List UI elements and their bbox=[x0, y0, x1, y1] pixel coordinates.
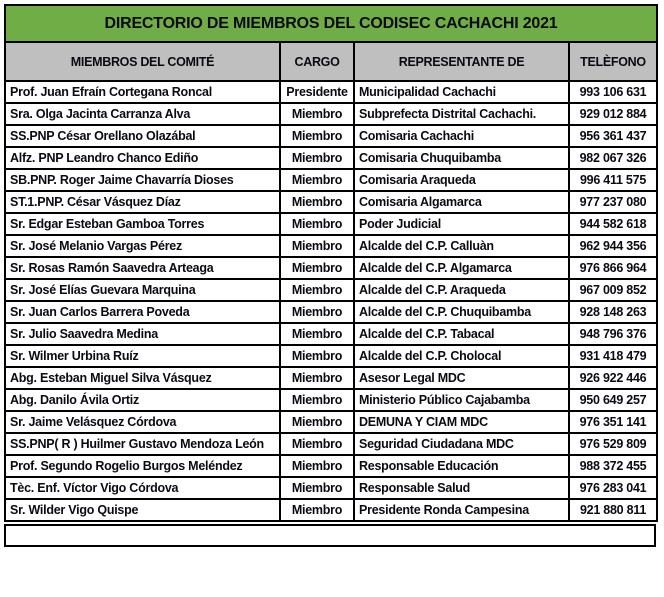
member-phone: 982 067 326 bbox=[569, 147, 657, 169]
member-phone: 921 880 811 bbox=[569, 499, 657, 521]
member-name: Sr. Julio Saavedra Medina bbox=[5, 323, 280, 345]
member-cargo: Presidente bbox=[280, 81, 354, 103]
member-representative: DEMUNA Y CIAM MDC bbox=[354, 411, 569, 433]
member-cargo: Miembro bbox=[280, 499, 354, 521]
member-cargo: Miembro bbox=[280, 301, 354, 323]
table-title: DIRECTORIO DE MIEMBROS DEL CODISEC CACHACHI 2021 bbox=[5, 5, 657, 42]
member-name: ST.1.PNP. César Vásquez Díaz bbox=[5, 191, 280, 213]
table-row bbox=[5, 389, 657, 411]
table-row bbox=[5, 367, 657, 389]
member-representative: Poder Judicial bbox=[354, 213, 569, 235]
member-phone: 967 009 852 bbox=[569, 279, 657, 301]
member-phone: 948 796 376 bbox=[569, 323, 657, 345]
member-cargo: Miembro bbox=[280, 345, 354, 367]
member-representative: Seguridad Ciudadana MDC bbox=[354, 433, 569, 455]
member-representative: Responsable Salud bbox=[354, 477, 569, 499]
member-representative: Alcalde del C.P. Tabacal bbox=[354, 323, 569, 345]
member-representative: Subprefecta Distrital Cachachi. bbox=[354, 103, 569, 125]
directory-sheet bbox=[4, 4, 656, 547]
member-representative: Alcalde del C.P. Chuquibamba bbox=[354, 301, 569, 323]
member-phone: 944 582 618 bbox=[569, 213, 657, 235]
table-row bbox=[5, 147, 657, 169]
member-name: Sra. Olga Jacinta Carranza Alva bbox=[5, 103, 280, 125]
table-row bbox=[5, 455, 657, 477]
member-name: Sr. Edgar Esteban Gamboa Torres bbox=[5, 213, 280, 235]
member-name: SS.PNP César Orellano Olazábal bbox=[5, 125, 280, 147]
member-representative: Responsable Educación bbox=[354, 455, 569, 477]
member-name: SS.PNP( R ) Huilmer Gustavo Mendoza León bbox=[5, 433, 280, 455]
member-phone: 929 012 884 bbox=[569, 103, 657, 125]
member-representative: Alcalde del C.P. Cholocal bbox=[354, 345, 569, 367]
member-cargo: Miembro bbox=[280, 477, 354, 499]
member-cargo: Miembro bbox=[280, 235, 354, 257]
member-representative: Comisaria Algamarca bbox=[354, 191, 569, 213]
member-representative: Presidente Ronda Campesina bbox=[354, 499, 569, 521]
member-phone: 976 351 141 bbox=[569, 411, 657, 433]
member-cargo: Miembro bbox=[280, 213, 354, 235]
member-cargo: Miembro bbox=[280, 389, 354, 411]
member-name: SB.PNP. Roger Jaime Chavarría Dioses bbox=[5, 169, 280, 191]
member-phone: 976 283 041 bbox=[569, 477, 657, 499]
table-row bbox=[5, 125, 657, 147]
member-representative: Comisaria Chuquibamba bbox=[354, 147, 569, 169]
member-name: Sr. José Melanio Vargas Pérez bbox=[5, 235, 280, 257]
member-phone: 988 372 455 bbox=[569, 455, 657, 477]
member-phone: 996 411 575 bbox=[569, 169, 657, 191]
table-row bbox=[5, 81, 657, 103]
table-row bbox=[5, 103, 657, 125]
member-cargo: Miembro bbox=[280, 103, 354, 125]
member-phone: 926 922 446 bbox=[569, 367, 657, 389]
member-name: Tèc. Enf. Víctor Vigo Córdova bbox=[5, 477, 280, 499]
member-phone: 976 529 809 bbox=[569, 433, 657, 455]
member-cargo: Miembro bbox=[280, 455, 354, 477]
member-name: Sr. Jaime Velásquez Córdova bbox=[5, 411, 280, 433]
member-name: Sr. José Elías Guevara Marquina bbox=[5, 279, 280, 301]
table-row bbox=[5, 279, 657, 301]
member-cargo: Miembro bbox=[280, 279, 354, 301]
table-row bbox=[5, 411, 657, 433]
member-cargo: Miembro bbox=[280, 147, 354, 169]
table-row bbox=[5, 499, 657, 521]
member-name: Sr. Wilmer Urbina Ruíz bbox=[5, 345, 280, 367]
member-name: Prof. Juan Efraín Cortegana Roncal bbox=[5, 81, 280, 103]
member-phone: 950 649 257 bbox=[569, 389, 657, 411]
member-name: Sr. Wilder Vigo Quispe bbox=[5, 499, 280, 521]
member-phone: 962 944 356 bbox=[569, 235, 657, 257]
table-row bbox=[5, 257, 657, 279]
table-row bbox=[5, 345, 657, 367]
column-header-members: MIEMBROS DEL COMITÉ bbox=[5, 42, 280, 81]
table-row bbox=[5, 323, 657, 345]
member-cargo: Miembro bbox=[280, 411, 354, 433]
member-cargo: Miembro bbox=[280, 257, 354, 279]
member-cargo: Miembro bbox=[280, 323, 354, 345]
column-header-cargo: CARGO bbox=[280, 42, 354, 81]
member-phone: 956 361 437 bbox=[569, 125, 657, 147]
member-representative: Alcalde del C.P. Araqueda bbox=[354, 279, 569, 301]
member-phone: 931 418 479 bbox=[569, 345, 657, 367]
member-representative: Alcalde del C.P. Algamarca bbox=[354, 257, 569, 279]
column-header-representative: REPRESENTANTE DE bbox=[354, 42, 569, 81]
member-name: Sr. Rosas Ramón Saavedra Arteaga bbox=[5, 257, 280, 279]
member-name: Abg. Esteban Miguel Silva Vásquez bbox=[5, 367, 280, 389]
member-name: Sr. Juan Carlos Barrera Poveda bbox=[5, 301, 280, 323]
member-cargo: Miembro bbox=[280, 367, 354, 389]
empty-footer-cell bbox=[4, 524, 656, 547]
table-row bbox=[5, 213, 657, 235]
table-row bbox=[5, 477, 657, 499]
member-cargo: Miembro bbox=[280, 169, 354, 191]
member-representative: Comisaria Cachachi bbox=[354, 125, 569, 147]
member-representative: Municipalidad Cachachi bbox=[354, 81, 569, 103]
table-row bbox=[5, 235, 657, 257]
member-phone: 977 237 080 bbox=[569, 191, 657, 213]
table-row bbox=[5, 433, 657, 455]
member-phone: 993 106 631 bbox=[569, 81, 657, 103]
member-cargo: Miembro bbox=[280, 191, 354, 213]
member-representative: Comisaria Araqueda bbox=[354, 169, 569, 191]
table-row bbox=[5, 191, 657, 213]
member-cargo: Miembro bbox=[280, 433, 354, 455]
member-representative: Asesor Legal MDC bbox=[354, 367, 569, 389]
table-body bbox=[5, 81, 657, 521]
member-name: Prof. Segundo Rogelio Burgos Meléndez bbox=[5, 455, 280, 477]
member-representative: Alcalde del C.P. Calluàn bbox=[354, 235, 569, 257]
member-name: Alfz. PNP Leandro Chanco Ediño bbox=[5, 147, 280, 169]
member-phone: 976 866 964 bbox=[569, 257, 657, 279]
table-row bbox=[5, 169, 657, 191]
member-name: Abg. Danilo Ávila Ortiz bbox=[5, 389, 280, 411]
member-cargo: Miembro bbox=[280, 125, 354, 147]
member-representative: Ministerio Público Cajabamba bbox=[354, 389, 569, 411]
column-header-phone: TELÈFONO bbox=[569, 42, 657, 81]
directory-table bbox=[4, 4, 658, 522]
table-row bbox=[5, 301, 657, 323]
member-phone: 928 148 263 bbox=[569, 301, 657, 323]
